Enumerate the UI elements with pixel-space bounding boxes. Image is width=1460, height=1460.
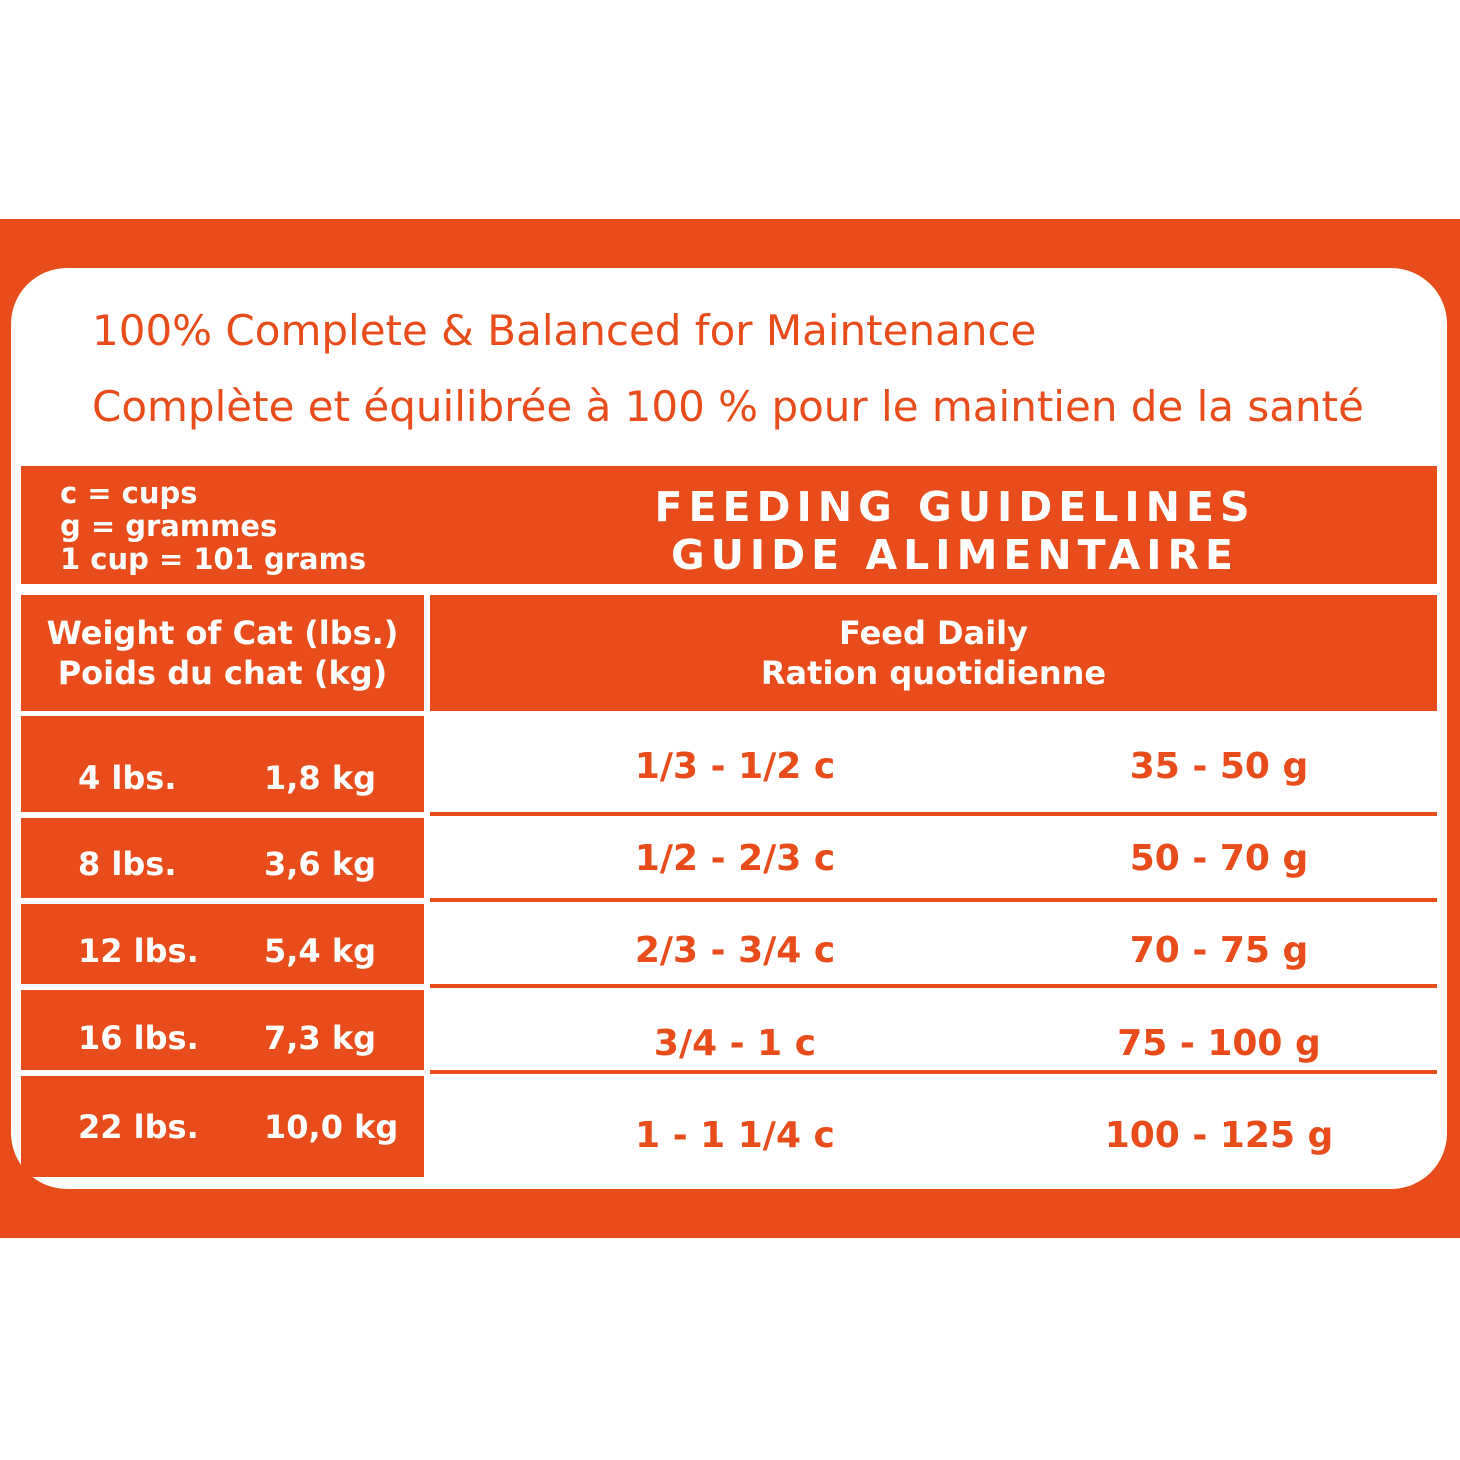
column-header-feed (430, 595, 1437, 711)
weight-lbs: 22 lbs. (78, 1108, 199, 1146)
feed-cups: 1/3 - 1/2 c (634, 746, 836, 787)
legend-cups: c = cups (60, 476, 198, 510)
feed-grams: 70 - 75 g (1129, 930, 1309, 971)
feed-cups: 3/4 - 1 c (653, 1023, 817, 1064)
weight-kg: 5,4 kg (264, 932, 377, 970)
column-header-weight (21, 595, 424, 711)
feed-grams: 50 - 70 g (1129, 838, 1309, 879)
weight-kg: 10,0 kg (264, 1108, 399, 1146)
weight-kg: 3,6 kg (264, 845, 377, 883)
feed-grams: 35 - 50 g (1129, 746, 1309, 787)
feed-grams: 100 - 125 g (1104, 1115, 1334, 1156)
feed-cups: 1 - 1 1/4 c (635, 1115, 835, 1156)
units-legend (60, 477, 366, 576)
legend-conversion: 1 cup = 101 grams (60, 542, 367, 576)
feed-grams: 75 - 100 g (1117, 1023, 1321, 1064)
weight-lbs: 8 lbs. (78, 845, 177, 883)
weight-header-english: Weight of Cat (lbs.) (46, 614, 399, 652)
row-divider (430, 812, 1437, 816)
title-english: 100% Complete & Balanced for Maintenance (92, 306, 1037, 355)
heading-french: GUIDE ALIMENTAIRE (670, 531, 1240, 579)
feed-header-french: Ration quotidienne (760, 654, 1107, 692)
feed-header-english: Feed Daily (839, 614, 1028, 652)
weight-lbs: 4 lbs. (78, 759, 177, 797)
row-divider (430, 1070, 1437, 1074)
weight-lbs: 12 lbs. (78, 932, 199, 970)
weight-kg: 7,3 kg (264, 1019, 377, 1057)
feed-cups: 1/2 - 2/3 c (634, 838, 836, 879)
weight-lbs: 16 lbs. (78, 1019, 199, 1057)
heading-english: FEEDING GUIDELINES (654, 483, 1256, 531)
row-divider (430, 898, 1437, 902)
row-divider (430, 984, 1437, 988)
weight-kg: 1,8 kg (264, 759, 377, 797)
feed-cups: 2/3 - 3/4 c (634, 930, 836, 971)
legend-grams: g = grammes (60, 509, 278, 543)
title-french: Complète et équilibrée à 100 % pour le maintien de la santé (92, 382, 1364, 431)
weight-header-french: Poids du chat (kg) (57, 654, 388, 692)
